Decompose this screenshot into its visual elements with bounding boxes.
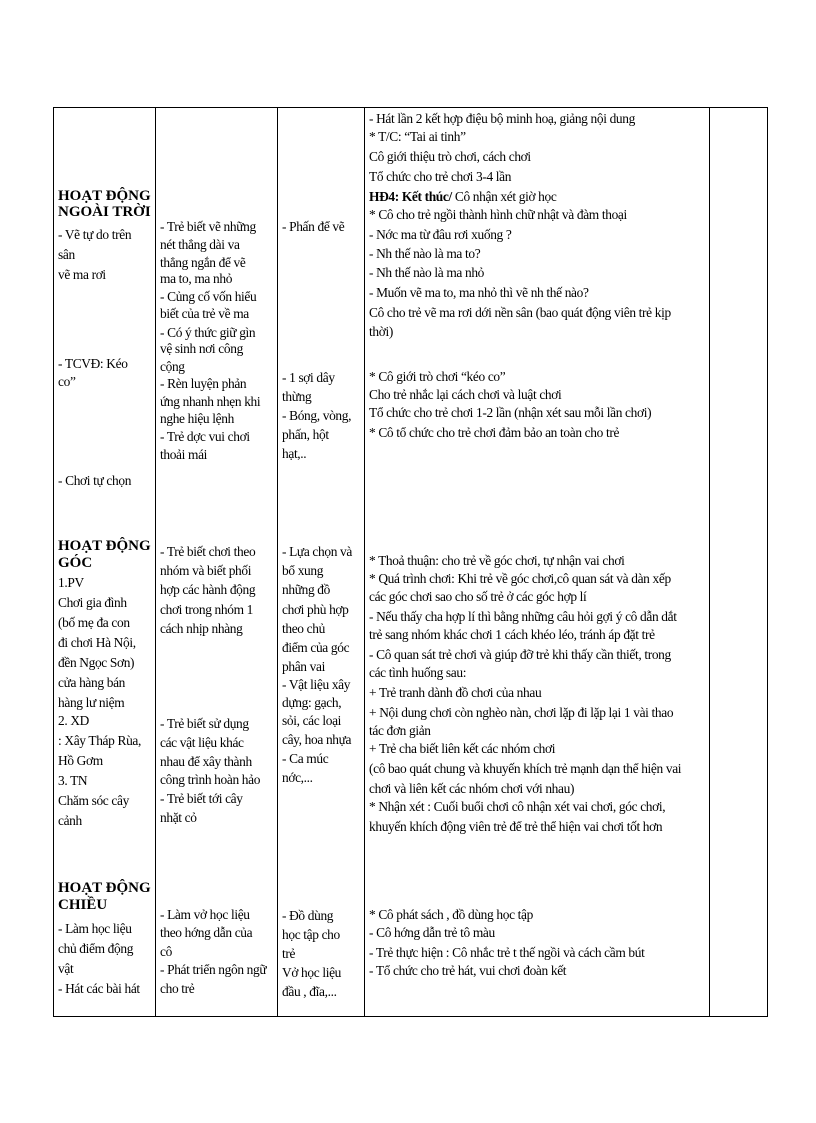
text-line: - Cô hớng dẫn trẻ tô màu xyxy=(369,925,495,940)
table-column-border xyxy=(277,107,278,1017)
text-line: cộng xyxy=(160,359,185,374)
text-line: chơi và liên kết các nhóm chơi với nhau) xyxy=(369,781,575,796)
text-line: - Rèn luyện phản xyxy=(160,376,247,391)
text-line: * Nhận xét : Cuối buổi chơi cô nhận xét vai chơi, góc chơi, xyxy=(369,799,666,814)
text-line: - TCVĐ: Kéo xyxy=(58,356,128,371)
text-line: cây, hoa nhựa xyxy=(282,732,352,747)
text-line: phấn, hột xyxy=(282,427,329,442)
text-line: - Cô quan sát trẻ chơi và giúp đỡ trẻ khi thấy cần thiết, trong xyxy=(369,647,671,662)
text-line: - Trẻ thực hiện : Cô nhắc trẻ t thế ngồi và cách cầm bút xyxy=(369,945,645,960)
text-line: * Thoả thuận: cho trẻ về góc chơi, tự nhận vai chơi xyxy=(369,553,625,568)
text-line: (cô bao quát chung và khuyến khích trẻ mạnh dạn thể hiện vai xyxy=(369,761,682,776)
section-heading: HOẠT ĐỘNG xyxy=(58,538,151,554)
text-line: 3. TN xyxy=(58,773,88,788)
text-line: những đồ xyxy=(282,582,330,597)
text-line: nghe hiệu lệnh xyxy=(160,411,234,426)
text-line: - Nếu thấy cha hợp lí thì bằng những câu hỏi gợi ý cô dẫn dắt xyxy=(369,609,677,624)
text-line: cách nhịp nhàng xyxy=(160,621,243,636)
text-line: - Trẻ biết sử dụng xyxy=(160,716,249,731)
text-line: tác đơn giản xyxy=(369,723,431,738)
section-heading: NGOÀI TRỜI xyxy=(58,204,151,220)
text-line: + Trẻ cha biết liên kết các nhóm chơi xyxy=(369,741,556,756)
text-line: phân vai xyxy=(282,659,325,674)
text-line: - Đồ dùng xyxy=(282,908,334,923)
section-heading: HOẠT ĐỘNG xyxy=(58,880,151,896)
text-line: trẻ xyxy=(282,946,296,961)
text-line: chơi phù hợp xyxy=(282,602,349,617)
text-line: - Tổ chức cho trẻ hát, vui chơi đoàn kết xyxy=(369,963,567,978)
text-line: cảnh xyxy=(58,813,82,828)
text-line: - Bóng, vòng, xyxy=(282,408,352,423)
section-heading: HOẠT ĐỘNG xyxy=(58,188,151,204)
text-line: Cô cho trẻ vẽ ma rơi dới nền sân (bao quát động viên trẻ kịp xyxy=(369,305,671,320)
text-line: đi chơi Hà Nội, xyxy=(58,635,136,650)
text-line: * Cô cho trẻ ngồi thành hình chữ nhật và đàm thoại xyxy=(369,207,627,222)
text-line: - Củng cố vốn hiểu xyxy=(160,289,257,304)
text-line: - Ca múc xyxy=(282,751,329,766)
text-line: 2. XD xyxy=(58,713,89,728)
text-line: hàng lư niệm xyxy=(58,695,125,710)
text-line: các vật liệu khác xyxy=(160,735,244,750)
text-line: - Hát lần 2 kết hợp điệu bộ minh hoạ, giảng nội dung xyxy=(369,111,635,126)
text-line: - Nh thế nào là ma to? xyxy=(369,246,481,261)
text-line: công trình hoàn hảo xyxy=(160,772,261,787)
text-line: vẽ ma rơi xyxy=(58,267,106,282)
text-line: biết của trẻ về ma xyxy=(160,306,249,321)
text-line: dựng: gạch, xyxy=(282,695,342,710)
text-line: nhặt cỏ xyxy=(160,810,197,825)
text-line: - Trẻ biết chơi theo xyxy=(160,544,256,559)
text-line: - 1 sợi dây xyxy=(282,370,335,385)
text-line: - Phấn để vẽ xyxy=(282,219,345,234)
text-line: * Cô giới trò chơi “kéo co” xyxy=(369,369,506,384)
text-line: thừng xyxy=(282,389,312,404)
text-line: khuyến khích động viên trẻ để trẻ thể hiện vai chơi tốt hơn xyxy=(369,819,663,834)
text-line: Hồ Gơm xyxy=(58,753,103,768)
text-line: * Quá trình chơi: Khi trẻ về góc chơi,cô quan sát và dàn xếp xyxy=(369,571,671,586)
text-line: vệ sinh nơi công xyxy=(160,341,243,356)
text-line: + Nội dung chơi còn nghèo nàn, chơi lặp đi lặp lại 1 vài thao xyxy=(369,705,674,720)
text-line: cửa hàng bán xyxy=(58,675,126,690)
text-line: cô xyxy=(160,944,172,959)
text-line: - Làm học liệu xyxy=(58,921,132,936)
text-line: - Nớc ma từ đâu rơi xuống ? xyxy=(369,227,512,242)
text-line: - Lựa chọn và xyxy=(282,544,353,559)
text-line: Chơi gia đình xyxy=(58,595,127,610)
text-line: nét thẳng dài va xyxy=(160,237,240,252)
text-line: học tập cho xyxy=(282,927,340,942)
text-line: ma to, ma nhỏ xyxy=(160,271,233,286)
text-line: ứng nhanh nhẹn khi xyxy=(160,394,261,409)
text-line: - Trẻ biết vẽ những xyxy=(160,219,256,234)
text-line: Vở học liệu xyxy=(282,965,342,980)
bold-heading: HĐ4: Kết thúc/ xyxy=(369,189,452,204)
table-column-border xyxy=(53,107,54,1017)
text-line: - Trẻ biết tới cây xyxy=(160,791,243,806)
text-line: trẻ sang nhóm khác chơi 1 cách khéo léo, tránh áp đặt trẻ xyxy=(369,627,655,642)
text-line: - Phát triển ngôn ngữ xyxy=(160,962,267,977)
text-line: chơi trong nhóm 1 xyxy=(160,602,253,617)
text-line: * T/C: “Tai ai tinh” xyxy=(369,129,466,144)
text-line: vật xyxy=(58,961,74,976)
text-line: - Chơi tự chọn xyxy=(58,473,132,488)
text-line: co” xyxy=(58,374,76,389)
table-column-border xyxy=(767,107,768,1017)
text-line xyxy=(369,188,556,206)
text-line: đền Ngọc Sơn) xyxy=(58,655,135,670)
table-top-border xyxy=(53,107,768,108)
table-bottom-border xyxy=(53,1016,768,1017)
text-line: thẳng ngắn để vẽ xyxy=(160,255,246,270)
text-line: nhau để xây thành xyxy=(160,754,252,769)
text-line: 1.PV xyxy=(58,575,84,590)
text-line: - Vẽ tự do trên xyxy=(58,227,132,242)
text-line: (bố mẹ đa con xyxy=(58,615,130,630)
text-line: - Trẻ dợc vui chơi xyxy=(160,429,250,444)
text-line: Cho trẻ nhắc lại cách chơi và luật chơi xyxy=(369,387,562,402)
text-line: - Vật liệu xây xyxy=(282,677,351,692)
text-line: các góc chơi sao cho số trẻ ở các góc hợp lí xyxy=(369,589,587,604)
table-column-border xyxy=(709,107,710,1017)
text-line: chủ điểm động xyxy=(58,941,134,956)
section-heading: GÓC xyxy=(58,555,93,571)
text-line: - Hát các bài hát xyxy=(58,981,140,996)
section-heading: CHIỀU xyxy=(58,897,108,913)
text-line: * Cô phát sách , đồ dùng học tập xyxy=(369,907,533,922)
table-column-border xyxy=(364,107,365,1017)
table-column-border xyxy=(155,107,156,1017)
text-line: thời) xyxy=(369,324,393,339)
text-line: nhóm và biết phối xyxy=(160,563,252,578)
text-line: Tổ chức cho trẻ chơi 1-2 lần (nhận xét sau mỗi lần chơi) xyxy=(369,405,652,420)
text-line: sỏi, các loại xyxy=(282,713,342,728)
text-line: hạt,.. xyxy=(282,446,307,461)
text-line: - Làm vở học liệu xyxy=(160,907,250,922)
text-line: - Có ý thức giữ gìn xyxy=(160,325,256,340)
text-line: + Trẻ tranh dành đồ chơi của nhau xyxy=(369,685,542,700)
text-line: - Nh thế nào là ma nhỏ xyxy=(369,265,485,280)
text-fragment: Cô nhận xét giờ học xyxy=(451,189,557,204)
text-line: cho trẻ xyxy=(160,981,195,996)
text-line: đầu , đĩa,... xyxy=(282,984,337,999)
text-line: theo hớng dẫn của xyxy=(160,925,253,940)
text-line: Cô giới thiệu trò chơi, cách chơi xyxy=(369,149,531,164)
text-line: Chăm sóc cây xyxy=(58,793,129,808)
text-line: : Xây Tháp Rùa, xyxy=(58,733,142,748)
text-line: bổ xung xyxy=(282,563,324,578)
text-line: sân xyxy=(58,247,75,262)
text-line: theo chủ xyxy=(282,621,325,636)
text-line: hợp các hành động xyxy=(160,582,256,597)
text-line: - Muốn vẽ ma to, ma nhỏ thì vẽ nh thế nào? xyxy=(369,285,589,300)
text-line: nớc,... xyxy=(282,770,313,785)
text-line: thoải mái xyxy=(160,447,208,462)
text-line: Tổ chức cho trẻ chơi 3-4 lần xyxy=(369,169,512,184)
text-line: * Cô tổ chức cho trẻ chơi đảm bảo an toàn cho trẻ xyxy=(369,425,620,440)
text-line: điểm của góc xyxy=(282,640,350,655)
text-line: các tình huống sau: xyxy=(369,665,467,680)
